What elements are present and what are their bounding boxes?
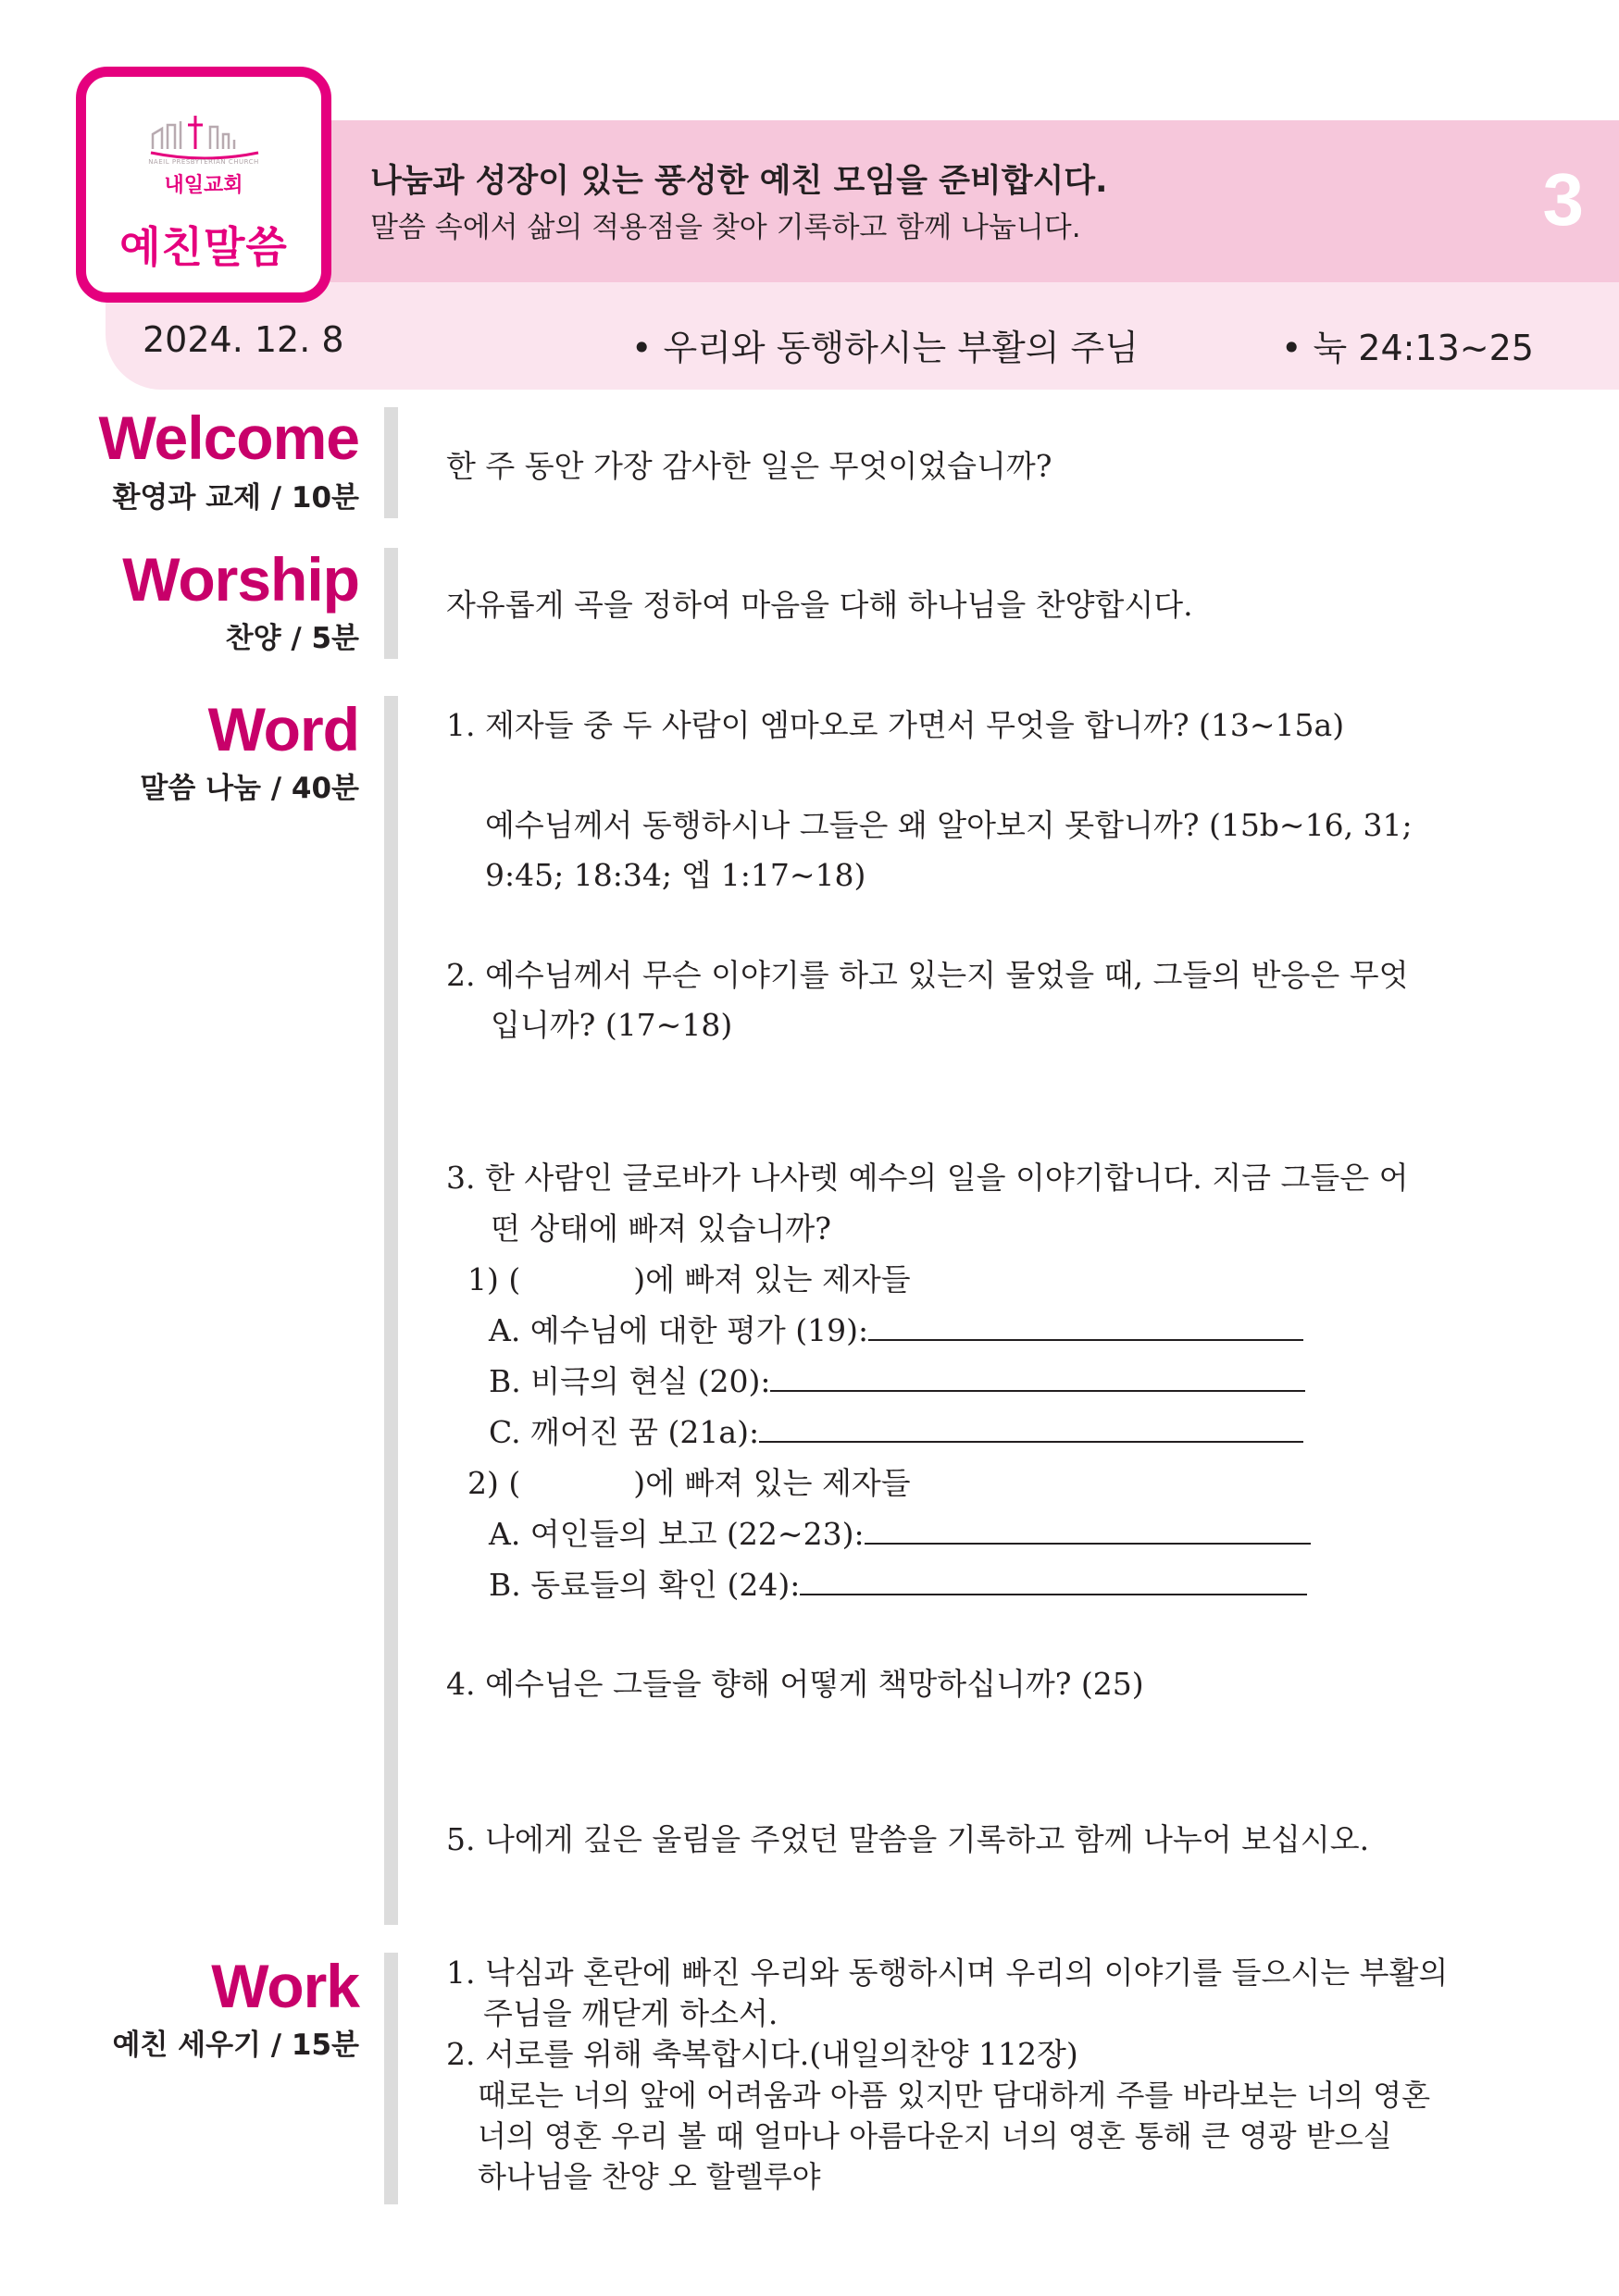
church-skyline-icon [149, 112, 260, 160]
scripture-reference: • 눅 24:13~25 [1281, 328, 1534, 368]
answer-line[interactable] [770, 1359, 1305, 1392]
word-q3-sub1-a-label: A. 예수님에 대한 평가 (19): [489, 1312, 869, 1348]
work-prayer-1-line1: 1. 낙심과 혼란에 빠진 우리와 동행하시며 우리의 이야기를 들으시는 부활의 [446, 1955, 1449, 1991]
word-q3-sub1 [467, 1254, 911, 1305]
word-question-1: 1. 제자들 중 두 사람이 엠마오로 가면서 무엇을 합니까? (13~15a) [446, 707, 1345, 743]
word-question-1b-line2: 9:45; 18:34; 엡 1:17~18) [485, 857, 866, 893]
sermon-topic: • 우리와 동행하시는 부활의 주님 [631, 328, 1139, 368]
word-q3-sub2-a [489, 1508, 1311, 1559]
welcome-divider [384, 407, 398, 518]
worship-subtitle: 찬양 / 5분 [225, 622, 359, 655]
word-q3-sub2-b-label: B. 동료들의 확인 (24): [489, 1567, 801, 1603]
header-band [305, 120, 1619, 282]
date: 2024. 12. 8 [143, 319, 344, 360]
word-q3-sub2-open: 2) ( [467, 1465, 521, 1501]
worship-text: 자유롭게 곡을 정하여 마음을 다해 하나님을 찬양합시다. [446, 587, 1193, 623]
word-question-5: 5. 나에게 깊은 울림을 주었던 말씀을 기록하고 함께 나누어 보십시오. [446, 1821, 1370, 1857]
worship-divider [384, 548, 398, 659]
word-title: Word [207, 695, 359, 763]
word-question-3-line1: 3. 한 사람인 글로바가 나사렛 예수의 일을 이야기합니다. 지금 그들은 어 [446, 1160, 1409, 1196]
logo-korean-name: 내일교회 [164, 174, 243, 197]
word-question-2-line1: 2. 예수님께서 무슨 이야기를 하고 있는지 물었을 때, 그들의 반응은 무엇 [446, 957, 1409, 993]
word-subtitle: 말씀 나눔 / 40분 [140, 772, 359, 805]
info-band [106, 282, 1619, 390]
hymn-lyric-line3: 하나님을 찬양 오 할렐루야 [478, 2159, 821, 2194]
word-question-1b-line1: 예수님께서 동행하시나 그들은 왜 알아보지 못합니까? (15b~16, 31; [485, 807, 1413, 843]
worship-title: Worship [122, 545, 359, 614]
word-question-2-line2: 입니까? (17~18) [491, 1007, 733, 1043]
church-logo [76, 67, 331, 303]
hymn-lyric-line2: 너의 영혼 우리 볼 때 얼마나 아름다운지 너의 영혼 통해 큰 영광 받으실 [478, 2118, 1392, 2153]
word-q3-sub2-b [489, 1559, 1307, 1610]
word-q3-sub1-b-label: B. 비극의 현실 (20): [489, 1363, 771, 1399]
word-q3-sub1-a [489, 1305, 1303, 1356]
word-q3-sub1-open: 1) ( [467, 1261, 521, 1297]
word-q3-sub2-close: )에 빠져 있는 제자들 [633, 1465, 911, 1501]
answer-line[interactable] [800, 1562, 1307, 1595]
word-q3-sub2-a-label: A. 여인들의 보고 (22~23): [489, 1516, 865, 1552]
header-subline: 말씀 속에서 삶의 적용점을 찾아 기록하고 함께 나눕니다. [370, 211, 1081, 244]
welcome-question: 한 주 동안 가장 감사한 일은 무엇이었습니까? [446, 448, 1052, 484]
word-question-4: 4. 예수님은 그들을 향해 어떻게 책망하십니까? (25) [446, 1666, 1144, 1702]
word-divider [384, 696, 398, 1925]
work-divider [384, 1953, 398, 2204]
bulletin-title: 예친말씀 [119, 222, 288, 272]
work-title: Work [211, 1952, 359, 2020]
welcome-title: Welcome [98, 403, 359, 472]
page-number: 3 [1542, 158, 1584, 241]
answer-line[interactable] [868, 1308, 1303, 1341]
hymn-lyric-line1: 때로는 너의 앞에 어려움과 아픔 있지만 담대하게 주를 바라보는 너의 영혼 [478, 2078, 1431, 2113]
work-prayer-1-line2: 주님을 깨닫게 하소서. [483, 1995, 778, 2031]
word-q3-sub1-b [489, 1356, 1305, 1407]
work-prayer-2: 2. 서로를 위해 축복합시다.(내일의찬양 112장) [446, 2036, 1078, 2072]
answer-line[interactable] [865, 1511, 1311, 1545]
word-q3-sub1-close: )에 빠져 있는 제자들 [633, 1261, 911, 1297]
header-headline: 나눔과 성장이 있는 풍성한 예친 모임을 준비합시다. [370, 163, 1108, 200]
answer-line[interactable] [759, 1409, 1303, 1443]
word-q3-sub1-c-label: C. 깨어진 꿈 (21a): [489, 1414, 760, 1450]
word-question-3-line2: 떤 상태에 빠져 있습니까? [491, 1210, 831, 1247]
word-q3-sub2 [467, 1458, 911, 1508]
word-q3-sub1-c [489, 1407, 1303, 1458]
work-subtitle: 예친 세우기 / 15분 [112, 2029, 359, 2062]
welcome-subtitle: 환영과 교제 / 10분 [112, 481, 359, 515]
logo-english-name: NAEIL PRESBYTERIAN CHURCH [148, 158, 259, 166]
